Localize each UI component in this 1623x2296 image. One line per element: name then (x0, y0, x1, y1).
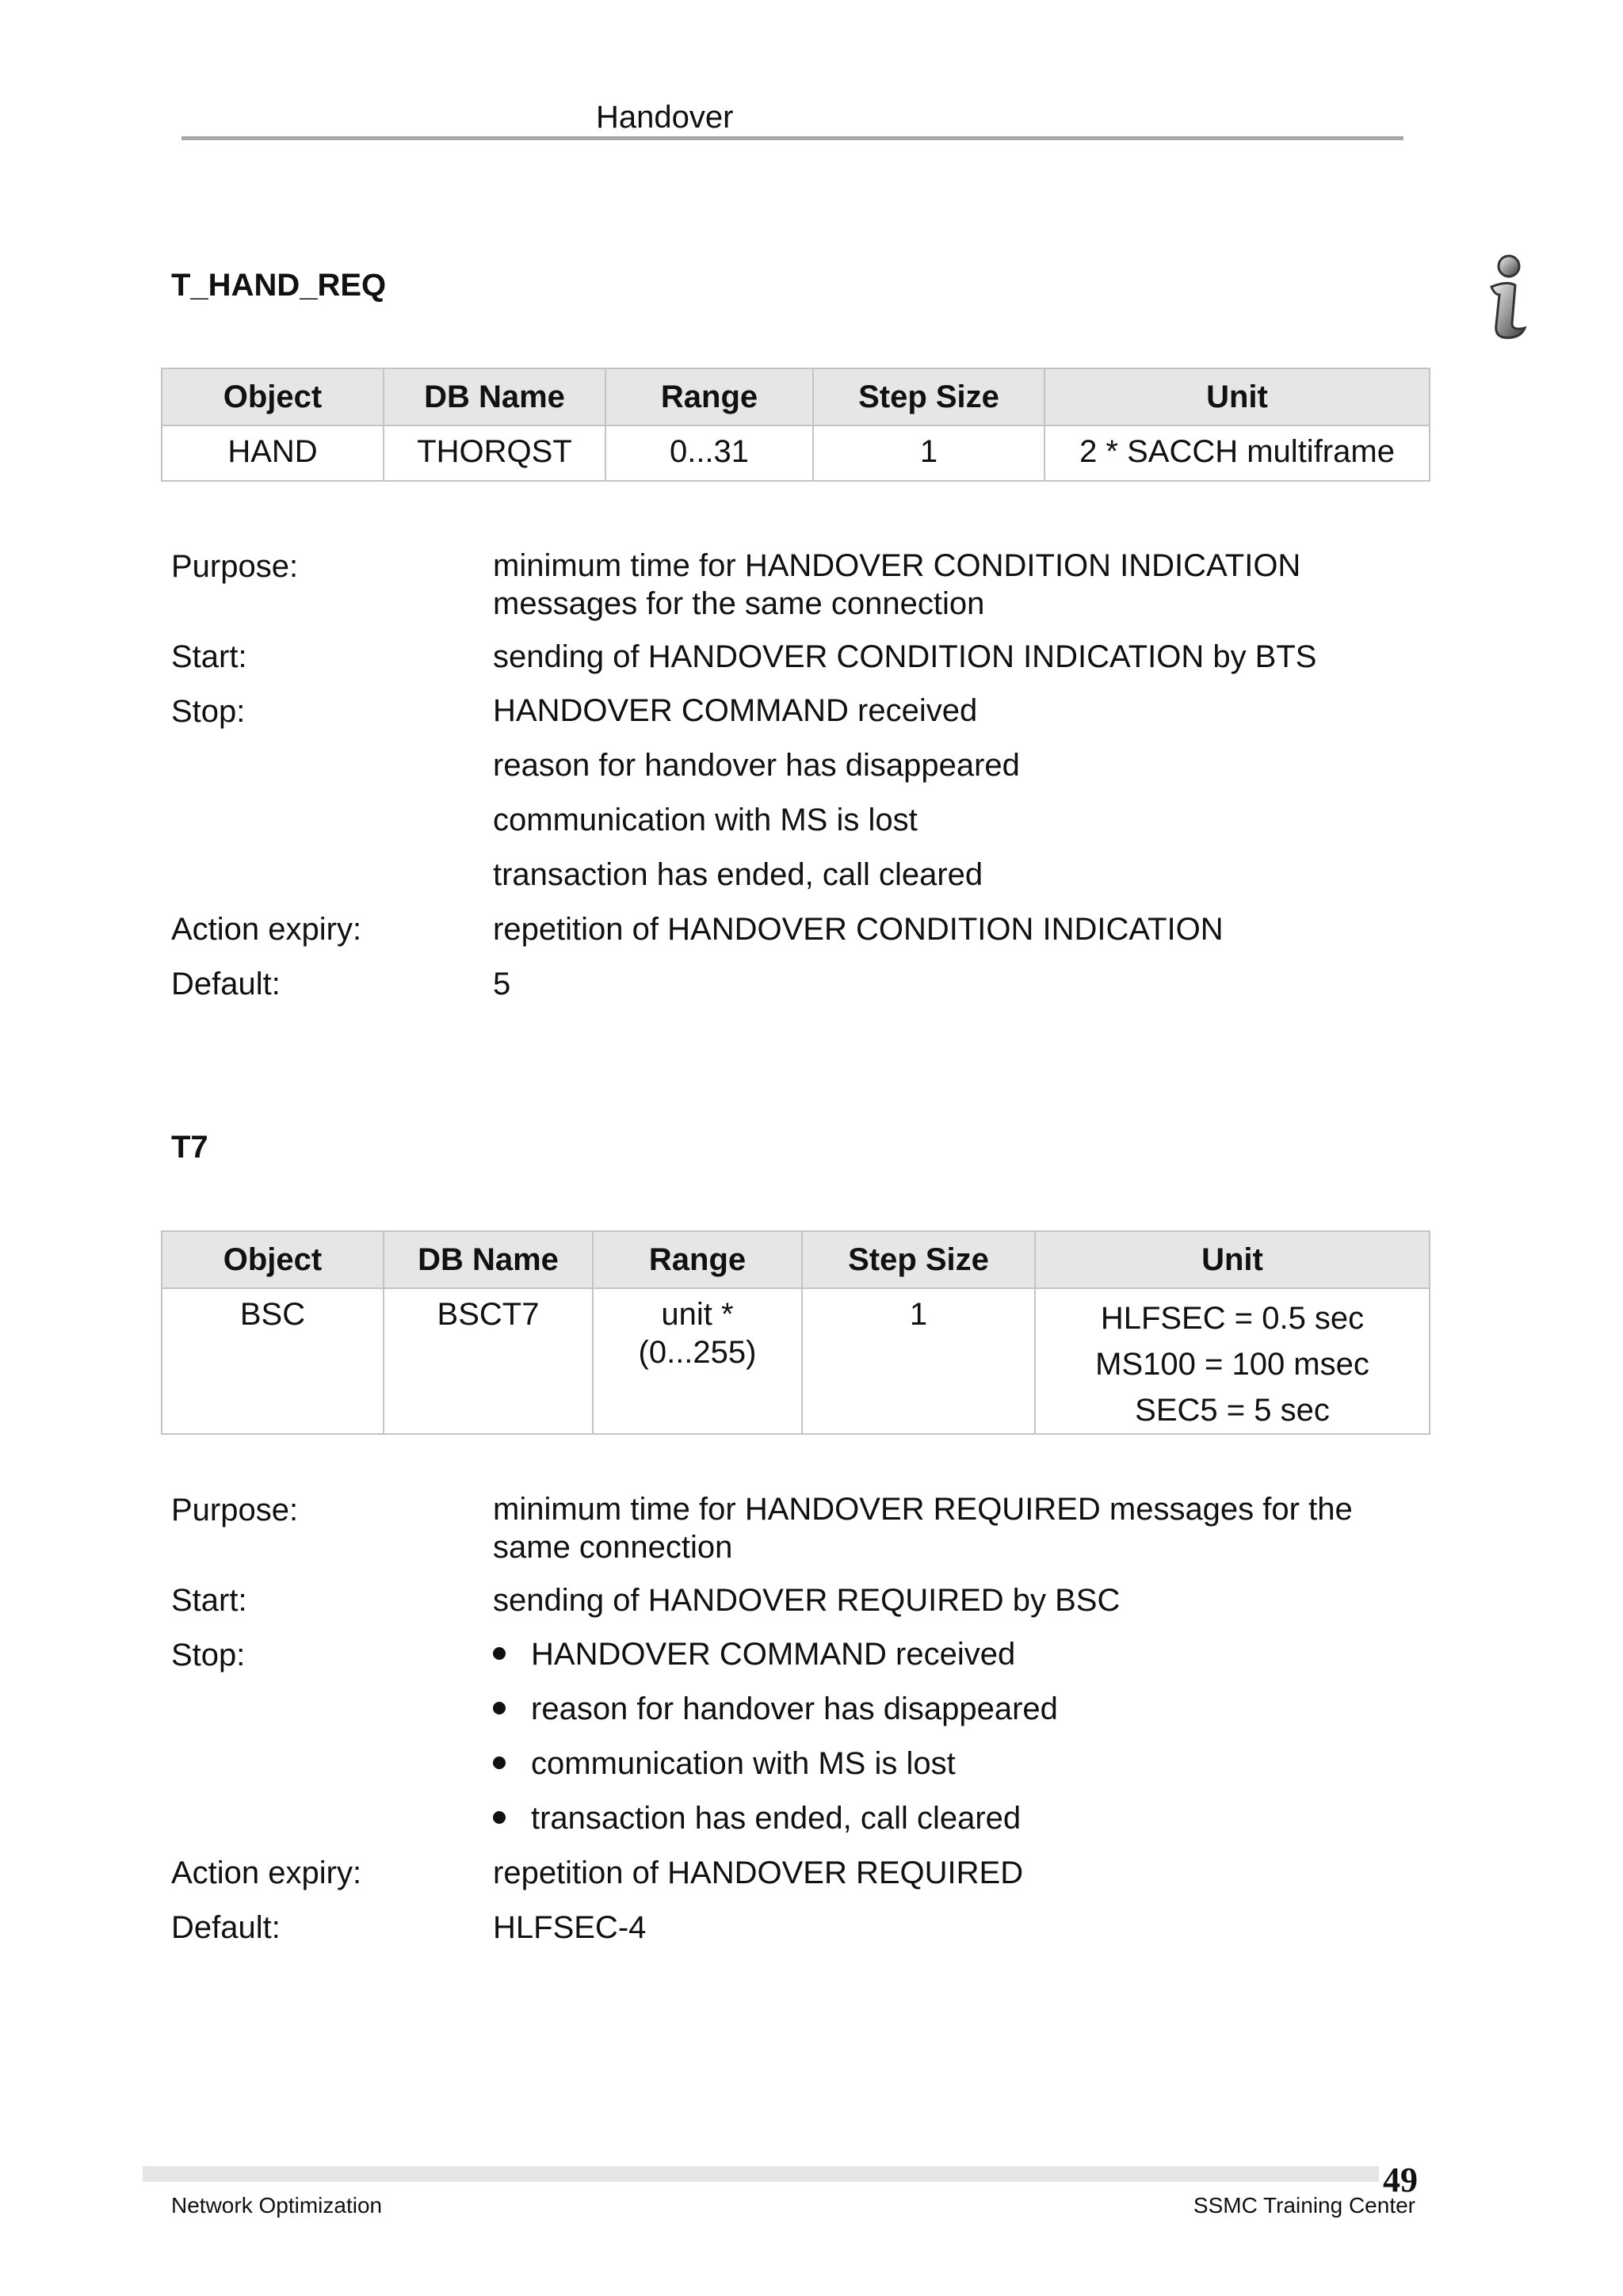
purpose-value (493, 1490, 1428, 1566)
parameter-table-t-hand-req (161, 368, 1430, 482)
cell-unit (1035, 1288, 1430, 1434)
cell-db-name: BSCT7 (384, 1288, 593, 1434)
header-rule (181, 136, 1403, 140)
column-header-unit: Unit (1035, 1231, 1430, 1288)
default-value: 5 (493, 967, 511, 1001)
stop-list (493, 1627, 1428, 1846)
list-item (493, 1791, 1428, 1846)
purpose-value (493, 547, 1428, 623)
list-item-text: transaction has ended, call cleared (531, 1801, 1022, 1836)
column-header-object: Object (162, 368, 384, 425)
purpose-line: minimum time for HANDOVER CONDITION INDICATION (493, 548, 1301, 583)
stop-list (493, 684, 1428, 902)
column-header-step-size: Step Size (802, 1231, 1035, 1288)
table-header-row (162, 368, 1430, 425)
cell-range: 0...31 (605, 425, 813, 481)
cell-object: BSC (162, 1288, 384, 1434)
action-expiry-value: repetition of HANDOVER REQUIRED (493, 1855, 1024, 1890)
column-header-range: Range (605, 368, 813, 425)
list-item (493, 1682, 1428, 1737)
purpose-line: messages for the same connection (493, 586, 985, 621)
list-item-text: HANDOVER COMMAND received (531, 1637, 1016, 1672)
unit-line: SEC5 = 5 sec (1135, 1393, 1330, 1428)
footer-bar (143, 2166, 1379, 2182)
footer-right-text: SSMC Training Center (1193, 2193, 1415, 2218)
column-header-db-name: DB Name (384, 1231, 593, 1288)
stop-label: Stop: (171, 1638, 246, 1672)
table-row (162, 1288, 1430, 1434)
parameter-table-t7 (161, 1230, 1430, 1435)
purpose-label: Purpose: (171, 1493, 299, 1527)
bullet-icon (493, 1702, 506, 1714)
purpose-line: minimum time for HANDOVER REQUIRED messages for the (493, 1492, 1353, 1527)
unit-line: MS100 = 100 msec (1095, 1347, 1369, 1382)
action-expiry-label: Action expiry: (171, 1855, 362, 1890)
start-value: sending of HANDOVER REQUIRED by BSC (493, 1583, 1121, 1618)
page-header-title: Handover (596, 100, 734, 135)
column-header-db-name: DB Name (384, 368, 605, 425)
list-item-text: communication with MS is lost (531, 1746, 956, 1781)
list-item: HANDOVER COMMAND received (493, 693, 978, 728)
list-item-text: reason for handover has disappeared (531, 1691, 1058, 1726)
action-expiry-label: Action expiry: (171, 912, 362, 947)
purpose-label: Purpose: (171, 549, 299, 584)
section-title-t-hand-req: T_HAND_REQ (171, 268, 387, 303)
bullet-icon (493, 1756, 506, 1769)
list-item (493, 1627, 1428, 1682)
action-expiry-value: repetition of HANDOVER CONDITION INDICATION (493, 912, 1224, 947)
cell-unit: 2 * SACCH multiframe (1044, 425, 1430, 481)
column-header-range: Range (593, 1231, 802, 1288)
list-item: transaction has ended, call cleared (493, 857, 983, 892)
section-title-t7: T7 (171, 1130, 208, 1165)
range-line: (0...255) (638, 1335, 757, 1370)
bullet-icon (493, 1647, 506, 1660)
purpose-line: same connection (493, 1530, 733, 1565)
column-header-step-size: Step Size (813, 368, 1044, 425)
bullet-icon (493, 1811, 506, 1824)
list-item: communication with MS is lost (493, 803, 918, 837)
range-line: unit * (661, 1297, 734, 1332)
cell-step-size: 1 (802, 1288, 1035, 1434)
default-label: Default: (171, 1910, 281, 1945)
column-header-object: Object (162, 1231, 384, 1288)
start-label: Start: (171, 1583, 247, 1618)
unit-line: HLFSEC = 0.5 sec (1100, 1301, 1365, 1336)
start-value: sending of HANDOVER CONDITION INDICATION by BTS (493, 639, 1317, 674)
cell-step-size: 1 (813, 425, 1044, 481)
default-value: HLFSEC-4 (493, 1910, 647, 1945)
table-header-row (162, 1231, 1430, 1288)
table-row (162, 425, 1430, 481)
cell-db-name: THORQST (384, 425, 605, 481)
start-label: Start: (171, 639, 247, 674)
stop-label: Stop: (171, 694, 246, 729)
column-header-unit: Unit (1044, 368, 1430, 425)
cell-object: HAND (162, 425, 384, 481)
default-label: Default: (171, 967, 281, 1001)
list-item (493, 1737, 1428, 1791)
cell-range (593, 1288, 802, 1434)
footer-left-text: Network Optimization (171, 2193, 383, 2218)
list-item: reason for handover has disappeared (493, 748, 1020, 783)
page-number: 49 (1383, 2161, 1418, 2199)
info-icon (1480, 254, 1537, 342)
